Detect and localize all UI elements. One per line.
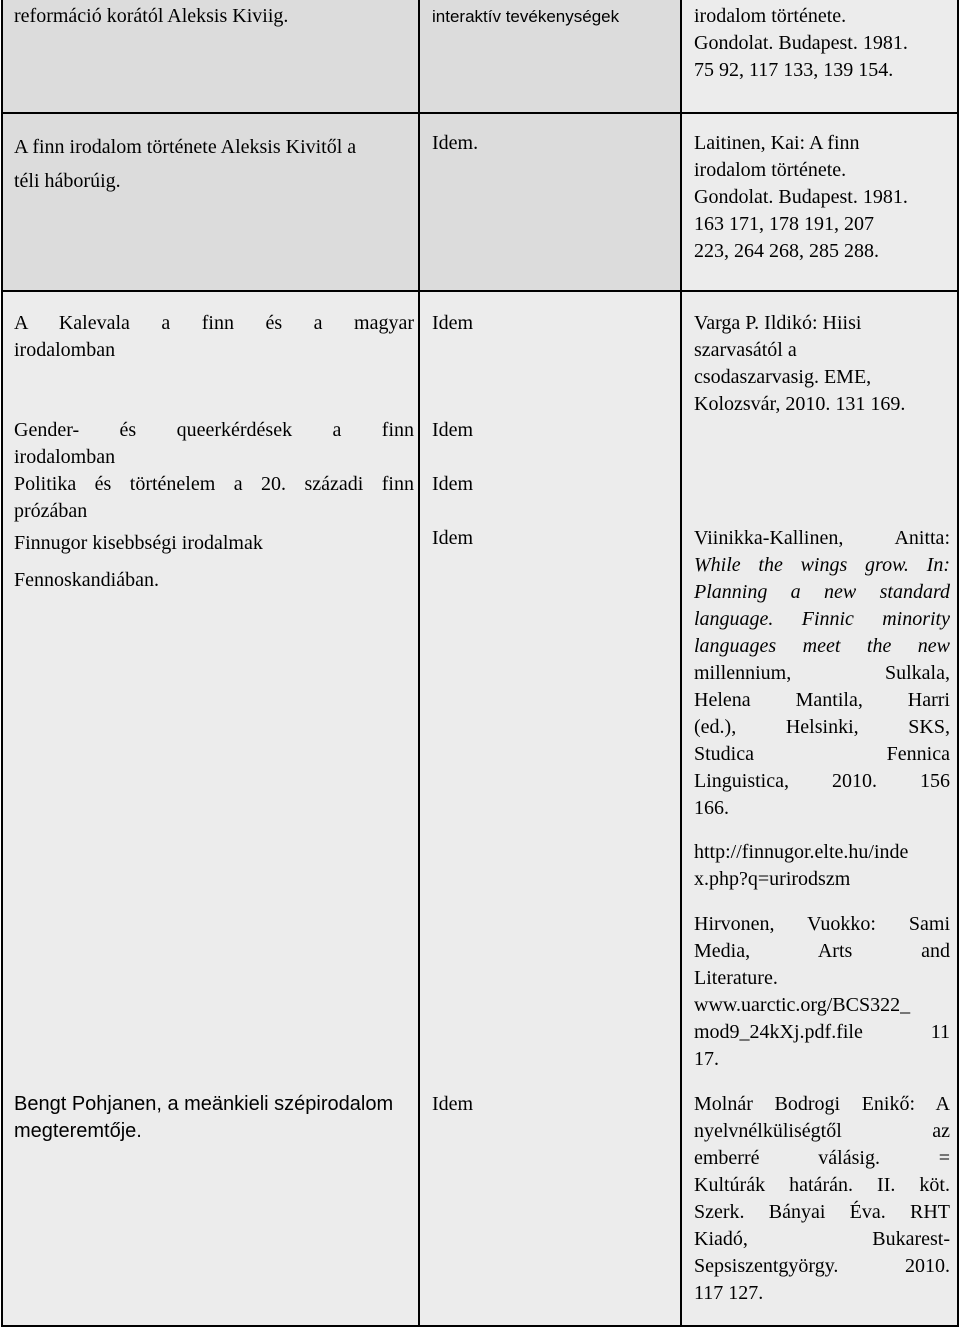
row7-course-title <box>14 1091 414 1145</box>
row2-activity <box>432 130 672 157</box>
row1-ref-line: Gondolat. Budapest. 1981. <box>694 32 908 54</box>
row7-reference <box>694 1091 950 1307</box>
row3-reference <box>694 310 950 418</box>
row4-activity <box>432 417 672 444</box>
row6-reference2 <box>694 911 950 1073</box>
table-border-left <box>1 0 3 1327</box>
row2-ref-line: Gondolat. Budapest. 1981. <box>694 186 908 208</box>
row1-activity <box>432 5 672 29</box>
row3-ref-line: Kolozsvár, 2010. 131 169. <box>694 393 906 415</box>
row6-ref2-line: 17. <box>694 1048 719 1070</box>
row6-url-line: http://finnugor.elte.hu/inde <box>694 841 909 863</box>
row6-ref-line: millennium, Sulkala, <box>694 662 950 684</box>
row2-title-line: téli háborúig. <box>14 170 121 192</box>
row2-reference <box>694 130 950 265</box>
row7-ref-line: 117 127. <box>694 1282 764 1304</box>
row3-activity-text: Idem <box>432 312 474 334</box>
row2-ref-line: Laitinen, Kai: A finn <box>694 132 860 154</box>
row7-ref-line: Molnár Bodrogi Enikő: A <box>694 1093 950 1115</box>
row6-ref2-line: mod9_24kXj.pdf.file 11 <box>694 1021 950 1043</box>
row5-title-line: Politika és történelem a 20. századi finn <box>14 473 414 495</box>
row3-ref-line: Varga P. Ildikó: Hiisi <box>694 312 862 334</box>
table-border-right <box>957 0 959 1327</box>
row6-ref-line: language. Finnic minority <box>694 608 950 630</box>
row2-ref-line: 223, 264 268, 285 288. <box>694 240 879 262</box>
row2-course-title <box>14 130 414 198</box>
row6-ref-line-mixed <box>694 633 950 660</box>
row4-activity-text: Idem <box>432 419 474 441</box>
row6-ref-line: Helena Mantila, Harri <box>694 689 950 711</box>
row1-activity-text: interaktív tevékenységek <box>432 7 620 26</box>
row3-title-line: irodalomban <box>14 339 116 361</box>
row6-ref-line: Linguistica, 2010. 156 <box>694 770 950 792</box>
row6-course-title <box>14 525 414 599</box>
row7-ref-line: Szerk. Bányai Éva. RHT <box>694 1201 950 1223</box>
row4-title-line: Gender- és queerkérdések a finn <box>14 419 414 441</box>
row7-ref-line: Sepsiszentgyörgy. 2010. <box>694 1255 950 1277</box>
row6-activity-text: Idem <box>432 527 474 549</box>
row2-ref-line: 163 171, 178 191, 207 <box>694 213 874 235</box>
row7-title-line: megteremtője. <box>14 1120 142 1142</box>
row3-ref-line: szarvasától a <box>694 339 797 361</box>
row3-title-line: A Kalevala a finn és a magyar <box>14 312 414 334</box>
row4-course-title <box>14 417 414 471</box>
row6-url-line: x.php?q=urirodszm <box>694 868 851 890</box>
table-column-divider-1 <box>418 0 420 1327</box>
row2-ref-line: irodalom története. <box>694 159 847 181</box>
row6-ref2-line: www.uarctic.org/BCS322_ <box>694 994 911 1016</box>
row6-ref-line: Studica Fennica <box>694 743 950 765</box>
col2-lower-shade <box>420 292 680 1327</box>
row6-ref2-line: Hirvonen, Vuokko: Sami <box>694 913 950 935</box>
row1-title-text: reformáció korától Aleksis Kiviig. <box>14 5 289 27</box>
row2-title-line: A finn irodalom története Aleksis Kivitől a <box>14 136 357 158</box>
row6-title-line: Fennoskandiában. <box>14 569 159 591</box>
row5-title-line: prózában <box>14 500 88 522</box>
row2-activity-text: Idem. <box>432 132 479 154</box>
row7-ref-line: Kiadó, Bukarest- <box>694 1228 950 1250</box>
row6-ref-line: Planning a new standard <box>694 581 950 603</box>
row1-ref-line: irodalom története. <box>694 5 847 27</box>
row7-ref-line: Kultúrák határán. II. köt. <box>694 1174 950 1196</box>
row-divider-1 <box>1 112 959 114</box>
row6-ref2-line: Media, Arts and <box>694 940 950 962</box>
row-divider-2 <box>1 290 959 292</box>
row3-ref-line: csodaszarvasig. EME, <box>694 366 872 388</box>
row5-activity-text: Idem <box>432 473 474 495</box>
row4-title-line: irodalomban <box>14 446 116 468</box>
row6-title-line: Finnugor kisebbségi irodalmak <box>14 532 263 554</box>
row6-url <box>694 839 950 893</box>
row6-ref-line-mixed <box>694 579 950 606</box>
row3-activity <box>432 310 672 337</box>
row7-activity-text: Idem <box>432 1093 474 1115</box>
row7-ref-line: emberré válásig. = <box>694 1147 950 1169</box>
row6-ref-line-mixed <box>694 606 950 633</box>
row5-course-title <box>14 471 414 525</box>
row6-ref-line: Viinikka-Kallinen, Anitta: <box>694 527 950 549</box>
row7-activity <box>432 1091 672 1118</box>
row6-reference <box>694 525 950 822</box>
row6-ref-line: languages meet the new <box>694 635 950 657</box>
row6-ref-line: (ed.), Helsinki, SKS, <box>694 716 950 738</box>
row1-course-title <box>14 3 414 30</box>
row7-title-line: Bengt Pohjanen, a meänkieli szépirodalom <box>14 1093 394 1115</box>
table-column-divider-2 <box>680 0 682 1327</box>
row1-reference <box>694 3 950 84</box>
row6-ref-line-mixed <box>694 552 950 579</box>
row6-ref2-line: Literature. <box>694 967 778 989</box>
row3-course-title <box>14 310 414 364</box>
row6-activity <box>432 525 672 552</box>
row5-activity <box>432 471 672 498</box>
row6-ref-line: While the wings grow. In: <box>694 554 950 576</box>
row1-ref-line: 75 92, 117 133, 139 154. <box>694 59 894 81</box>
row6-ref-line: 166. <box>694 797 729 819</box>
row7-ref-line: nyelvnélküliségtől az <box>694 1120 950 1142</box>
